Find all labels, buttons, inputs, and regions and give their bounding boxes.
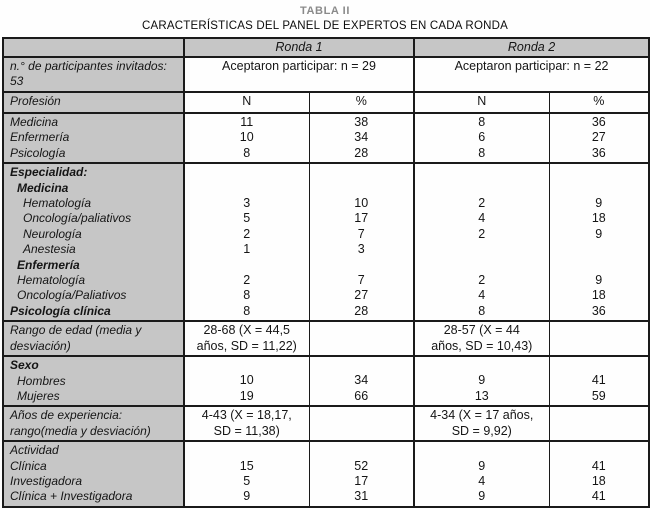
cell-line: 7	[357, 273, 365, 288]
cell-line: Años de experiencia:	[10, 408, 123, 423]
cell-line: 66	[354, 388, 369, 403]
cell-line: SD = 9,92)	[451, 423, 512, 438]
cell-line: 9	[243, 489, 251, 504]
cell-activity-n1	[184, 441, 309, 507]
cell-line: rango(media y desviación)	[10, 423, 151, 438]
participants-ronda2-value: Aceptaron participar: n = 22	[454, 59, 609, 73]
cell-line	[550, 165, 649, 180]
cell-line: 11	[240, 115, 254, 129]
cell-line	[310, 258, 414, 273]
cell-line: Rango de edad (media y	[10, 323, 142, 338]
cell-age-range-r2	[414, 321, 549, 356]
cell-line	[550, 358, 649, 373]
cell-line: 9	[478, 373, 486, 388]
cell-line: 28	[354, 145, 369, 160]
header-p2: %	[593, 94, 605, 108]
cell-line: 28-68 (X = 44,5	[203, 323, 291, 338]
cell-line	[415, 258, 549, 273]
cell-line: años, SD = 11,22)	[196, 338, 297, 353]
specialty-item: Oncología/Paliativos	[17, 288, 127, 303]
participants-ronda1-value: Aceptaron participar: n = 29	[222, 59, 376, 73]
cell-line: 8	[478, 145, 486, 160]
cell-line: 18	[591, 211, 606, 226]
cell-line: 4	[478, 211, 486, 226]
cell-line: 38	[354, 115, 369, 129]
specialty-group-psicologia: Psicología clínica	[10, 303, 111, 318]
cell-line: 10	[239, 373, 254, 388]
cell-line: 8	[243, 288, 251, 303]
cell-header-n2	[414, 92, 549, 113]
cell-participants-ronda1	[184, 57, 414, 92]
cell-line: 27	[354, 288, 369, 303]
specialty-item: Hematología	[23, 196, 92, 211]
cell-specialty-labels	[3, 163, 184, 321]
cell-ronda2-header: Ronda 2	[414, 38, 649, 57]
cell-line	[550, 443, 649, 458]
cell-line: 1	[243, 242, 251, 257]
row-activity	[3, 441, 649, 507]
specialty-group-enfermeria: Enfermería	[17, 257, 80, 272]
cell-experience-r1	[184, 406, 309, 441]
cell-line: 52	[354, 458, 369, 473]
cell-line	[185, 165, 309, 180]
cell-profession-n2	[414, 113, 549, 163]
cell-line	[185, 258, 309, 273]
cell-age-range-p2-empty	[549, 321, 649, 356]
cell-line	[310, 165, 414, 180]
cell-line: 9	[595, 226, 603, 241]
cell-activity-labels	[3, 441, 184, 507]
cell-line: 6	[478, 130, 486, 145]
cell-specialty-n1	[184, 163, 309, 321]
cell-profession-p2	[549, 113, 649, 163]
cell-line	[550, 181, 649, 196]
cell-profession-header-label	[3, 92, 184, 113]
cell-line: 9	[595, 273, 603, 287]
cell-line	[310, 358, 414, 373]
cell-header-p2	[549, 92, 649, 113]
cell-profession-labels	[3, 113, 184, 163]
cell-line: 5	[243, 211, 251, 226]
cell-experience-p2-empty	[549, 406, 649, 441]
cell-line: 31	[354, 489, 369, 504]
cell-line: 8	[243, 303, 251, 318]
cell-line: n.° de participantes invitados:	[10, 59, 167, 73]
sex-item: Hombres	[17, 373, 66, 388]
cell-line: 41	[591, 373, 606, 388]
cell-line: 28-57 (X = 44	[443, 323, 520, 338]
cell-line: 8	[478, 303, 486, 318]
cell-ronda1-header: Ronda 1	[184, 38, 414, 57]
cell-experience-p1-empty	[309, 406, 414, 441]
cell-header-p1	[309, 92, 414, 113]
row-participants	[3, 57, 649, 92]
cell-line	[185, 358, 309, 373]
cell-line: 41	[591, 489, 606, 504]
cell-line: 2	[478, 226, 486, 241]
cell-sex-n2	[414, 356, 549, 406]
cell-sex-n1	[184, 356, 309, 406]
cell-line: 59	[591, 388, 606, 403]
cell-line: 36	[591, 303, 606, 318]
cell-line: 15	[239, 458, 254, 473]
cell-line: 41	[591, 458, 606, 473]
table-caption: CARACTERÍSTICAS DEL PANEL DE EXPERTOS EN CADA RONDA	[142, 20, 508, 32]
cell-line: 17	[354, 473, 369, 488]
cell-line: 9	[595, 196, 603, 210]
cell-line: 19	[239, 388, 254, 403]
cell-line: Psicología	[10, 145, 66, 160]
cell-line: 9	[478, 489, 486, 504]
cell-line	[415, 358, 549, 373]
cell-line: 2	[243, 273, 251, 288]
cell-line: Actividad	[10, 443, 59, 458]
cell-specialty-p1	[309, 163, 414, 321]
specialty-item: Anestesia	[23, 242, 76, 257]
cell-line	[415, 443, 549, 458]
cell-line: 27	[591, 130, 606, 145]
specialty-item: Neurología	[23, 226, 82, 241]
cell-line: 5	[243, 473, 251, 488]
cell-line: 13	[474, 388, 489, 403]
cell-line: 3	[243, 196, 251, 210]
specialty-heading: Especialidad:	[10, 165, 88, 180]
cell-line: 10	[239, 130, 254, 145]
header-n1: N	[242, 94, 252, 108]
specialty-group-medicina: Medicina	[17, 180, 69, 195]
cell-line: 9	[478, 458, 486, 473]
row-experience	[3, 406, 649, 441]
cell-line: 8	[478, 115, 486, 129]
cell-line: 28	[354, 303, 369, 318]
cell-header-n1	[184, 92, 309, 113]
cell-line: 4-43 (X = 18,17,	[201, 408, 292, 423]
cell-line	[415, 242, 549, 257]
cell-line: 4	[478, 288, 486, 303]
cell-line: 17	[354, 211, 369, 226]
header-n2: N	[477, 94, 487, 108]
cell-experience-r2	[414, 406, 549, 441]
cell-age-range-p1-empty	[309, 321, 414, 356]
cell-line: 36	[591, 115, 606, 129]
row-profession	[3, 113, 649, 163]
cell-participants-label	[3, 57, 184, 92]
cell-sex-labels	[3, 356, 184, 406]
row-specialty	[3, 163, 649, 321]
cell-activity-p2	[549, 441, 649, 507]
header-p1: %	[355, 94, 367, 108]
cell-line: Enfermería	[10, 130, 70, 145]
cell-participants-ronda2	[414, 57, 649, 92]
cell-sex-p1	[309, 356, 414, 406]
cell-line: 18	[591, 473, 606, 488]
cell-experience-label	[3, 406, 184, 441]
cell-activity-n2	[414, 441, 549, 507]
cell-age-range-r1	[184, 321, 309, 356]
cell-line: 36	[591, 145, 606, 160]
cell-line: 34	[354, 130, 369, 145]
cell-line: 18	[591, 288, 606, 303]
cell-age-range-label	[3, 321, 184, 356]
cell-line	[310, 181, 414, 196]
cell-line: Clínica + Investigadora	[10, 489, 133, 504]
cell-line	[550, 242, 649, 257]
cell-line: 2	[478, 196, 486, 210]
row-profession-header	[3, 92, 649, 113]
cell-profession-p1	[309, 113, 414, 163]
specialty-item: Hematología	[17, 273, 86, 288]
cell-line	[310, 443, 414, 458]
cell-specialty-n2	[414, 163, 549, 321]
cell-line: desviación)	[10, 338, 71, 353]
cell-line: 8	[243, 145, 251, 160]
cell-line: 7	[357, 226, 365, 241]
cell-line: 53	[10, 74, 24, 89]
table-number-title: TABLA II	[299, 5, 350, 17]
cell-profession-n1	[184, 113, 309, 163]
cell-line: 2	[478, 273, 486, 287]
cell-line: Medicina	[10, 115, 59, 129]
cell-activity-p1	[309, 441, 414, 507]
sex-heading: Sexo	[10, 358, 39, 373]
cell-sex-p2	[549, 356, 649, 406]
cell-line	[185, 181, 309, 196]
cell-specialty-p2	[549, 163, 649, 321]
row-sex	[3, 356, 649, 406]
cell-line: 3	[357, 242, 365, 257]
cell-line: años, SD = 10,43)	[431, 338, 533, 353]
cell-line: Clínica	[10, 458, 47, 473]
specialty-item: Oncología/paliativos	[23, 211, 132, 226]
cell-line: 34	[354, 373, 369, 388]
cell-line	[415, 165, 549, 180]
cell-line: Investigadora	[10, 473, 83, 488]
sex-item: Mujeres	[17, 388, 60, 403]
experts-table	[2, 37, 650, 508]
cell-line: 4	[478, 473, 486, 488]
cell-line: SD = 11,38)	[213, 423, 280, 438]
cell-line	[550, 258, 649, 273]
cell-line	[185, 443, 309, 458]
row-age-range	[3, 321, 649, 356]
row-header	[3, 38, 649, 57]
cell-line: 2	[243, 226, 251, 241]
cell-line: 4-34 (X = 17 años,	[430, 408, 534, 423]
cell-line: 10	[354, 196, 369, 210]
profession-header-label: Profesión	[10, 94, 61, 108]
cell-line	[415, 181, 549, 196]
cell-corner-blank	[3, 38, 184, 57]
